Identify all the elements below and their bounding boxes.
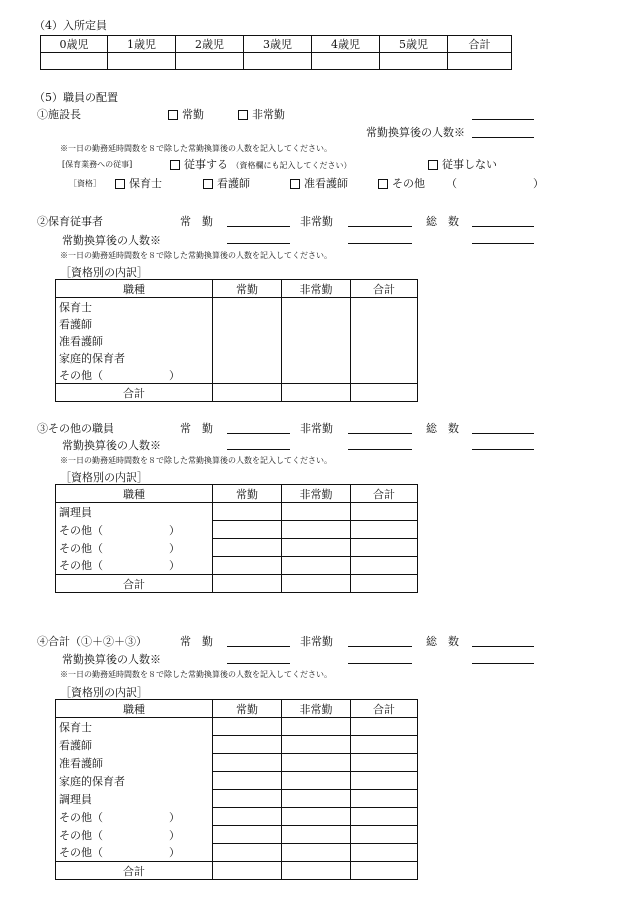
checkbox-icon (428, 160, 438, 170)
cell-fulltime[interactable] (213, 808, 282, 826)
cell-total[interactable] (351, 736, 418, 754)
qual-label: ［資格］ (69, 179, 101, 188)
b4-table (55, 699, 418, 880)
b2-parttime-line[interactable] (348, 226, 412, 227)
checkbox-icon (290, 179, 300, 189)
b2-equiv-label: 常勤換算後の人数※ (62, 234, 161, 247)
cell-parttime[interactable] (282, 826, 351, 844)
sum-total[interactable] (351, 862, 418, 880)
cell-parttime[interactable] (282, 844, 351, 862)
capacity-table (40, 35, 512, 70)
row-label: その他（ ） (56, 521, 213, 539)
b4-fulltime-label: 常 勤 (180, 635, 213, 648)
sum-total[interactable] (351, 575, 418, 593)
b2-parttime-label: 非常勤 (300, 215, 333, 228)
input-total[interactable] (448, 53, 512, 70)
director-label: ①施設長 (37, 108, 81, 121)
checkbox-icon (168, 110, 178, 120)
b4-note: ※一日の勤務延時間数を８で除した常勤換算後の人数を記入してください。 (60, 670, 332, 679)
checkbox-icon (238, 110, 248, 120)
qual-option-nurse[interactable]: 看護師 (203, 175, 250, 191)
row-sum-label: 合計 (56, 384, 213, 402)
b4-equiv-fulltime-line[interactable] (227, 663, 290, 664)
col-age0: 0歳児 (41, 36, 108, 53)
b4-total-line[interactable] (472, 646, 534, 647)
th-fulltime: 常勤 (213, 485, 282, 503)
cell-total[interactable] (351, 503, 418, 521)
cell-fulltime[interactable] (213, 844, 282, 862)
row-label: その他（ ） (56, 808, 213, 826)
input-age1[interactable] (108, 53, 176, 70)
qual-option-assistant-nurse[interactable]: 准看護師 (290, 175, 348, 191)
qual-option-other[interactable]: その他 (378, 175, 425, 191)
col-age3: 3歳児 (244, 36, 312, 53)
cell-total[interactable] (351, 790, 418, 808)
b3-parttime-line[interactable] (348, 433, 412, 434)
th-total: 合計 (351, 700, 418, 718)
cell-fulltime[interactable] (213, 298, 282, 384)
th-fulltime: 常勤 (213, 700, 282, 718)
b2-note: ※一日の勤務延時間数を８で除した常勤換算後の人数を記入してください。 (60, 251, 332, 260)
cell-fulltime[interactable] (213, 754, 282, 772)
input-age5[interactable] (380, 53, 448, 70)
row-sum-label: 合計 (56, 575, 213, 593)
b3-equiv-parttime-line[interactable] (348, 449, 412, 450)
cell-fulltime[interactable] (213, 826, 282, 844)
b3-fulltime-line[interactable] (227, 433, 290, 434)
b2-title: ②保育従事者 (37, 215, 103, 228)
checkbox-icon (203, 179, 213, 189)
director-equiv-line[interactable] (472, 137, 534, 138)
cell-total[interactable] (351, 557, 418, 575)
director-fulltime-option[interactable]: 常勤 (168, 106, 204, 122)
row-label: 調理員 (56, 503, 213, 521)
row-label: 准看護師 (56, 754, 213, 772)
cell-parttime[interactable] (282, 772, 351, 790)
checkbox-icon (378, 179, 388, 189)
row-label: 准看護師 (56, 332, 213, 349)
duty-yes-option[interactable]: 従事する （資格欄にも記入してください） (170, 156, 352, 172)
director-count-line[interactable] (472, 119, 534, 120)
b3-title: ③その他の職員 (37, 422, 114, 435)
qual-other-paren-open: （ (446, 177, 457, 190)
sum-fulltime[interactable] (213, 862, 282, 880)
row-label: その他（ ） (56, 557, 213, 575)
director-parttime-option[interactable]: 非常勤 (238, 106, 285, 122)
cell-total[interactable] (351, 718, 418, 736)
cell-fulltime[interactable] (213, 521, 282, 539)
sum-total[interactable] (351, 384, 418, 402)
input-age4[interactable] (312, 53, 380, 70)
col-age2: 2歳児 (176, 36, 244, 53)
input-age0[interactable] (41, 53, 108, 70)
th-parttime: 非常勤 (282, 700, 351, 718)
b4-parttime-line[interactable] (348, 646, 412, 647)
b3-equiv-fulltime-line[interactable] (227, 449, 290, 450)
cell-parttime[interactable] (282, 754, 351, 772)
cell-parttime[interactable] (282, 790, 351, 808)
cell-total[interactable] (351, 844, 418, 862)
th-job: 職種 (56, 700, 213, 718)
cell-total[interactable] (351, 826, 418, 844)
row-sum-label: 合計 (56, 862, 213, 880)
b3-equiv-total-line[interactable] (472, 449, 534, 450)
cell-total[interactable] (351, 754, 418, 772)
cell-total[interactable] (351, 808, 418, 826)
b3-total-label: 総 数 (426, 422, 459, 435)
cell-total[interactable] (351, 539, 418, 557)
cell-fulltime[interactable] (213, 718, 282, 736)
col-total: 合計 (448, 36, 512, 53)
b2-total-line[interactable] (472, 226, 534, 227)
b2-equiv-fulltime-line[interactable] (227, 243, 290, 244)
cell-total[interactable] (351, 521, 418, 539)
cell-total[interactable] (351, 298, 418, 384)
row-label: 看護師 (56, 736, 213, 754)
b3-total-line[interactable] (472, 433, 534, 434)
row-label: 家庭的保育者 (56, 772, 213, 790)
row-label: 保育士 (56, 718, 213, 736)
th-total: 合計 (351, 280, 418, 298)
b2-breakdown-label: ［資格別の内訳］ (60, 266, 148, 279)
b4-equiv-label: 常勤換算後の人数※ (62, 653, 161, 666)
b3-table (55, 484, 418, 593)
row-label: 家庭的保育者 (56, 349, 213, 366)
cell-total[interactable] (351, 772, 418, 790)
b4-total-label: 総 数 (426, 635, 459, 648)
cell-fulltime[interactable] (213, 503, 282, 521)
cell-parttime[interactable] (282, 718, 351, 736)
director-note: ※一日の勤務延時間数を８で除した常勤換算後の人数を記入してください。 (60, 144, 332, 153)
b4-title: ④合計（①＋②＋③） (37, 635, 147, 648)
qual-other-paren-close: ） (533, 177, 544, 190)
b2-fulltime-line[interactable] (227, 226, 290, 227)
input-age2[interactable] (176, 53, 244, 70)
cell-fulltime[interactable] (213, 772, 282, 790)
sum-fulltime[interactable] (213, 384, 282, 402)
duty-no-option[interactable]: 従事しない (428, 156, 497, 172)
cell-parttime[interactable] (282, 503, 351, 521)
row-label: その他（ ） (56, 844, 213, 862)
cell-parttime[interactable] (282, 521, 351, 539)
b2-total-label: 総 数 (426, 215, 459, 228)
b4-equiv-total-line[interactable] (472, 663, 534, 664)
row-label: その他（ ） (56, 366, 213, 384)
row-label: その他（ ） (56, 826, 213, 844)
th-parttime: 非常勤 (282, 280, 351, 298)
b2-fulltime-label: 常 勤 (180, 215, 213, 228)
th-fulltime: 常勤 (213, 280, 282, 298)
row-label: その他（ ） (56, 539, 213, 557)
section-heading-capacity: （4）入所定員 (34, 19, 107, 32)
cell-parttime[interactable] (282, 557, 351, 575)
col-age5: 5歳児 (380, 36, 448, 53)
checkbox-icon (170, 160, 180, 170)
b2-equiv-total-line[interactable] (472, 243, 534, 244)
b3-breakdown-label: ［資格別の内訳］ (60, 471, 148, 484)
b4-breakdown-label: ［資格別の内訳］ (60, 686, 148, 699)
cell-parttime[interactable] (282, 298, 351, 384)
cell-fulltime[interactable] (213, 539, 282, 557)
row-label: 看護師 (56, 315, 213, 332)
cell-fulltime[interactable] (213, 557, 282, 575)
director-equiv-label: 常勤換算後の人数※ (366, 126, 465, 139)
th-job: 職種 (56, 485, 213, 503)
b3-equiv-label: 常勤換算後の人数※ (62, 439, 161, 452)
b2-equiv-parttime-line[interactable] (348, 243, 412, 244)
sum-parttime[interactable] (282, 575, 351, 593)
b4-parttime-label: 非常勤 (300, 635, 333, 648)
col-age4: 4歳児 (312, 36, 380, 53)
b3-note: ※一日の勤務延時間数を８で除した常勤換算後の人数を記入してください。 (60, 456, 332, 465)
th-job: 職種 (56, 280, 213, 298)
checkbox-icon (115, 179, 125, 189)
row-label: 保育士 (56, 298, 213, 316)
input-age3[interactable] (244, 53, 312, 70)
cell-parttime[interactable] (282, 736, 351, 754)
cell-parttime[interactable] (282, 539, 351, 557)
row-label: 調理員 (56, 790, 213, 808)
cell-parttime[interactable] (282, 808, 351, 826)
sum-parttime[interactable] (282, 384, 351, 402)
b4-equiv-parttime-line[interactable] (348, 663, 412, 664)
th-parttime: 非常勤 (282, 485, 351, 503)
th-total: 合計 (351, 485, 418, 503)
sum-fulltime[interactable] (213, 575, 282, 593)
section-heading-staff: （5）職員の配置 (34, 91, 118, 104)
sum-parttime[interactable] (282, 862, 351, 880)
cell-fulltime[interactable] (213, 736, 282, 754)
qual-option-hoikushi[interactable]: 保育士 (115, 175, 162, 191)
b3-parttime-label: 非常勤 (300, 422, 333, 435)
b3-fulltime-label: 常 勤 (180, 422, 213, 435)
duty-label: [保育業務への従事] (62, 160, 133, 169)
b2-table (55, 279, 418, 402)
b4-fulltime-line[interactable] (227, 646, 290, 647)
col-age1: 1歳児 (108, 36, 176, 53)
cell-fulltime[interactable] (213, 790, 282, 808)
